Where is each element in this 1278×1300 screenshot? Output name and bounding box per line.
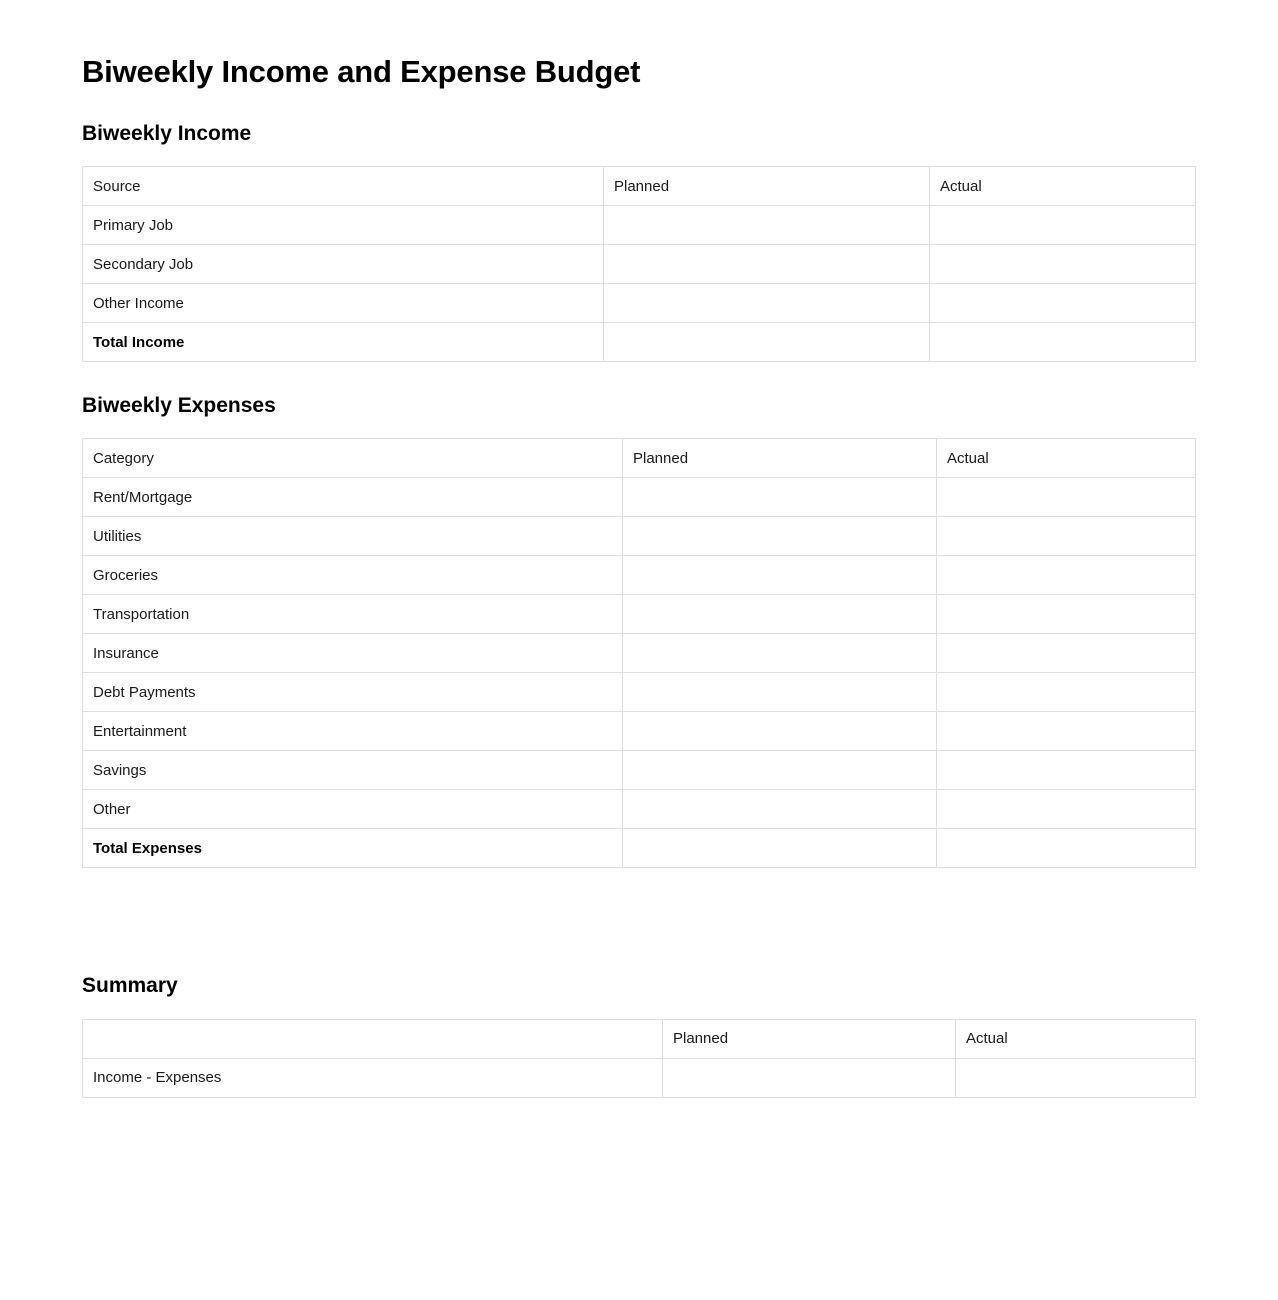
income-actual-cell[interactable] xyxy=(930,206,1196,245)
summary-actual-cell[interactable] xyxy=(956,1058,1196,1097)
expenses-col-header-actual: Actual xyxy=(937,439,1196,478)
table-row-total xyxy=(83,829,1196,868)
summary-table xyxy=(82,1019,1196,1098)
expenses-col-header-category: Category xyxy=(83,439,623,478)
expense-planned-cell[interactable] xyxy=(623,634,937,673)
expense-actual-cell[interactable] xyxy=(937,517,1196,556)
expenses-total-planned-cell[interactable] xyxy=(623,829,937,868)
expense-actual-cell[interactable] xyxy=(937,673,1196,712)
expense-actual-cell[interactable] xyxy=(937,634,1196,673)
expense-planned-cell[interactable] xyxy=(623,751,937,790)
spacer xyxy=(82,868,1278,974)
income-col-header-planned: Planned xyxy=(604,167,930,206)
expense-row-label: Rent/Mortgage xyxy=(83,478,623,517)
expense-actual-cell[interactable] xyxy=(937,751,1196,790)
summary-col-header-actual: Actual xyxy=(956,1019,1196,1058)
spacer xyxy=(82,362,1278,394)
income-actual-cell[interactable] xyxy=(930,245,1196,284)
table-row-total xyxy=(83,323,1196,362)
table-row xyxy=(83,245,1196,284)
table-row xyxy=(83,751,1196,790)
income-planned-cell[interactable] xyxy=(604,245,930,284)
summary-row-label: Income - Expenses xyxy=(83,1058,663,1097)
expense-planned-cell[interactable] xyxy=(623,517,937,556)
income-row-label: Primary Job xyxy=(83,206,604,245)
expense-planned-cell[interactable] xyxy=(623,712,937,751)
expense-planned-cell[interactable] xyxy=(623,595,937,634)
table-row xyxy=(83,673,1196,712)
expense-planned-cell[interactable] xyxy=(623,790,937,829)
table-row xyxy=(83,517,1196,556)
income-planned-cell[interactable] xyxy=(604,206,930,245)
income-section-heading: Biweekly Income xyxy=(82,122,252,146)
expenses-total-actual-cell[interactable] xyxy=(937,829,1196,868)
spacer xyxy=(82,418,1278,438)
income-row-label: Secondary Job xyxy=(83,245,604,284)
spacer xyxy=(82,999,1278,1019)
page-title: Biweekly Income and Expense Budget xyxy=(82,54,641,89)
income-total-planned-cell[interactable] xyxy=(604,323,930,362)
table-row xyxy=(83,595,1196,634)
expense-planned-cell[interactable] xyxy=(623,556,937,595)
expense-row-label: Debt Payments xyxy=(83,673,623,712)
table-row xyxy=(83,1058,1196,1097)
table-header-row xyxy=(83,1019,1196,1058)
income-row-label: Other Income xyxy=(83,284,604,323)
expense-row-label: Transportation xyxy=(83,595,623,634)
table-row xyxy=(83,284,1196,323)
spacer xyxy=(82,146,1278,166)
summary-planned-cell[interactable] xyxy=(663,1058,956,1097)
table-row xyxy=(83,712,1196,751)
table-row xyxy=(83,206,1196,245)
expense-actual-cell[interactable] xyxy=(937,478,1196,517)
table-row xyxy=(83,790,1196,829)
expense-planned-cell[interactable] xyxy=(623,478,937,517)
expense-planned-cell[interactable] xyxy=(623,673,937,712)
income-planned-cell[interactable] xyxy=(604,284,930,323)
income-total-label: Total Income xyxy=(83,323,604,362)
expense-actual-cell[interactable] xyxy=(937,595,1196,634)
table-row xyxy=(83,478,1196,517)
table-header-row xyxy=(83,167,1196,206)
summary-col-header-blank xyxy=(83,1019,663,1058)
expenses-total-label: Total Expenses xyxy=(83,829,623,868)
table-row xyxy=(83,556,1196,595)
summary-col-header-planned: Planned xyxy=(663,1019,956,1058)
expenses-table xyxy=(82,438,1196,868)
expense-row-label: Savings xyxy=(83,751,623,790)
income-table xyxy=(82,166,1196,362)
expense-actual-cell[interactable] xyxy=(937,790,1196,829)
expense-row-label: Entertainment xyxy=(83,712,623,751)
income-actual-cell[interactable] xyxy=(930,284,1196,323)
expenses-col-header-planned: Planned xyxy=(623,439,937,478)
income-col-header-source: Source xyxy=(83,167,604,206)
expense-row-label: Utilities xyxy=(83,517,623,556)
table-header-row xyxy=(83,439,1196,478)
table-row xyxy=(83,634,1196,673)
expense-actual-cell[interactable] xyxy=(937,556,1196,595)
expense-actual-cell[interactable] xyxy=(937,712,1196,751)
expense-row-label: Insurance xyxy=(83,634,623,673)
spacer xyxy=(82,89,1278,122)
summary-section-heading: Summary xyxy=(82,974,178,998)
expenses-section-heading: Biweekly Expenses xyxy=(82,394,276,418)
expense-row-label: Other xyxy=(83,790,623,829)
income-total-actual-cell[interactable] xyxy=(930,323,1196,362)
expense-row-label: Groceries xyxy=(83,556,623,595)
income-col-header-actual: Actual xyxy=(930,167,1196,206)
